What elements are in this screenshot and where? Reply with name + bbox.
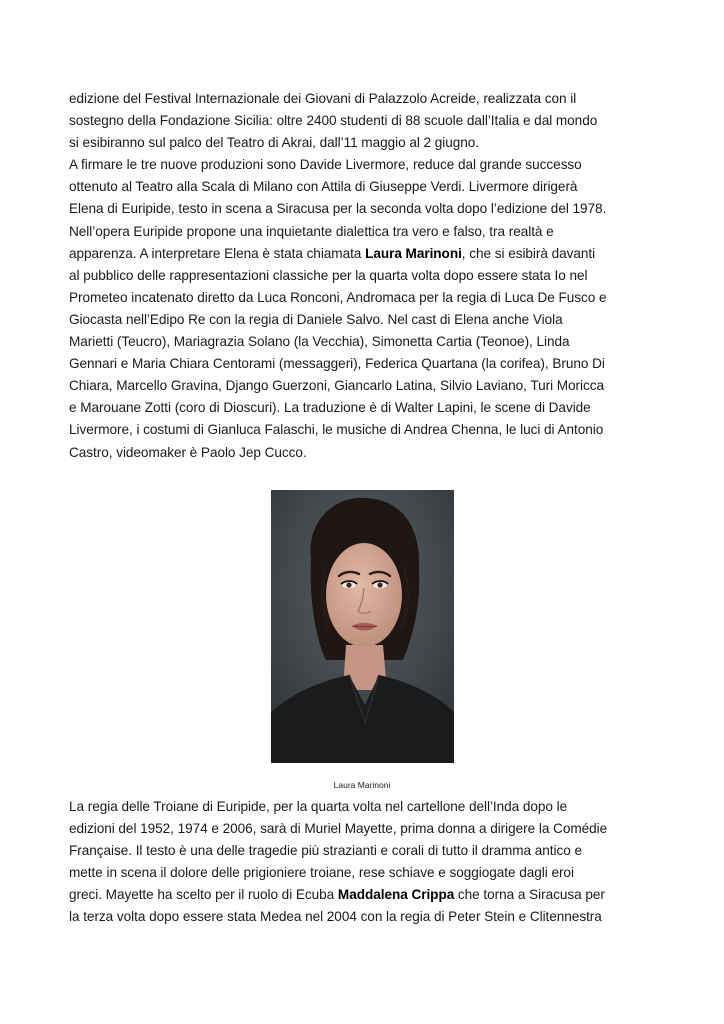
text-fragment: , che si esibirà davanti [461, 245, 596, 261]
text-line: Chiara, Marcello Gravina, Django Guerzoni, Giancarlo Latina, Silvio Laviano, Turi Moricca [69, 378, 605, 394]
text-line: la terza volta dopo essere stata Medea nel 2004 con la regia di Peter Stein e Clitennestra [69, 909, 602, 925]
text-line: edizioni del 1952, 1974 e 2006, sarà di Muriel Mayette, prima donna a dirigere la Comédie [69, 821, 608, 837]
text-fragment: che torna a Siracusa per [454, 887, 605, 903]
text-line: al pubblico delle rappresentazioni classiche per la quarta volta dopo essere stata Io nel [69, 267, 588, 283]
portrait-illustration [271, 490, 454, 763]
text-line [69, 884, 659, 906]
article-paragraph-bottom [69, 796, 659, 929]
text-line: si esibiranno sul palco del Teatro di Akrai, dall’11 maggio al 2 giugno. [69, 135, 480, 151]
text-line: sostegno della Fondazione Sicilia: oltre 2400 studenti di 88 scuole dall’Italia e dal mondo [69, 113, 598, 129]
photo-caption: Laura Marinoni [333, 780, 391, 790]
article-paragraph-top [69, 88, 659, 464]
text-line [69, 243, 659, 265]
text-line: A firmare le tre nuove produzioni sono Davide Livermore, reduce dal grande successo [69, 157, 582, 173]
text-line: Prometeo incatenato diretto da Luca Ronconi, Andromaca per la regia di Luca De Fusco e [69, 289, 607, 305]
portrait-photo [271, 490, 454, 763]
text-line: La regia delle Troiane di Euripide, per la quarta volta nel cartellone dell’Inda dopo le [69, 799, 568, 814]
text-line: Française. Il testo è una delle tragedie più strazianti e corali di tutto il dramma antico e [69, 843, 582, 859]
text-line: Livermore, i costumi di Gianluca Falaschi, le musiche di Andrea Chenna, le luci di Antonio [69, 422, 604, 438]
actress-name-bold: Maddalena Crippa [337, 887, 455, 903]
text-fragment: greci. Mayette ha scelto per il ruolo di Ecuba [69, 887, 338, 903]
text-line: Nell’opera Euripide propone una inquietante dialettica tra vero e falso, tra realtà e [69, 223, 554, 239]
text-line: mette in scena il dolore delle prigioniere troiane, rese schiave e soggiogate dagli eroi [69, 865, 574, 881]
text-line: ottenuto al Teatro alla Scala di Milano con Attila di Giuseppe Verdi. Livermore dirigerà [69, 179, 578, 195]
actress-name-bold: Laura Marinoni [365, 245, 462, 261]
text-line: Gennari e Maria Chiara Centorami (messaggeri), Federica Quartana (la corifea), Bruno Di [69, 356, 605, 372]
text-line: Giocasta nell’Edipo Re con la regia di Daniele Salvo. Nel cast di Elena anche Viola [69, 311, 563, 327]
text-line: Castro, videomaker è Paolo Jep Cucco. [69, 444, 307, 460]
text-line: edizione del Festival Internazionale dei Giovani di Palazzolo Acreide, realizzata con il [69, 91, 577, 106]
text-line: Elena di Euripide, testo in scena a Siracusa per la seconda volta dopo l’edizione del 1978. [69, 201, 607, 217]
text-line: Marietti (Teucro), Mariagrazia Solano (la Vecchia), Simonetta Cartia (Teonoe), Linda [69, 334, 570, 350]
text-fragment: apparenza. A interpretare Elena è stata chiamata [69, 245, 366, 261]
text-line: e Marouane Zotti (coro di Dioscuri). La traduzione è di Walter Lapini, le scene di Davide [69, 400, 591, 416]
